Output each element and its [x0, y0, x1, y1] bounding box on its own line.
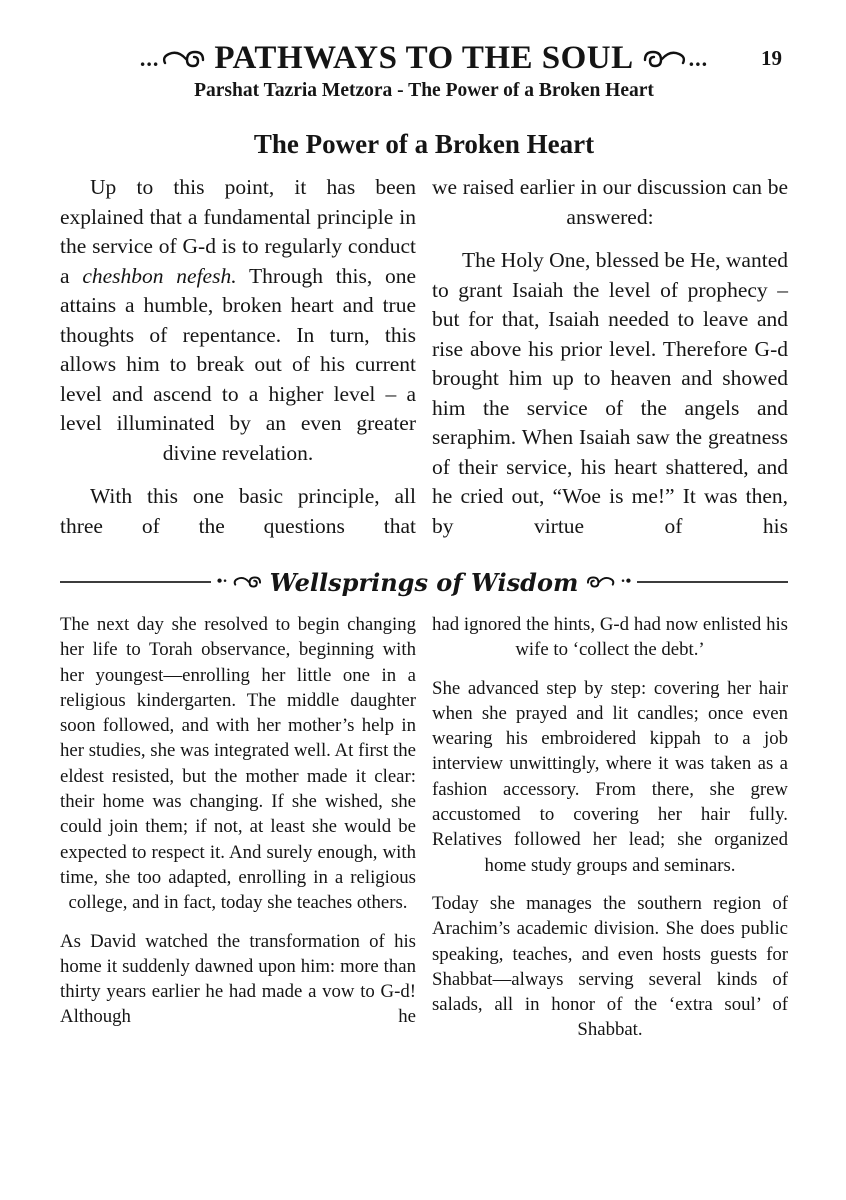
left-flourish-ornament: [139, 45, 207, 71]
paragraph: The next day she resolved to begin changing her life to Torah observance, beginning with her youngest—enrolling her little one in a religious kindergarten. The middle daughter soon followed, and with her mother’s help in her studies, she was integrated well. At first the eldest resisted, but the mother made it clear: their home was changing. If she wished, she could join them; if not, at least she would be expected to respect it. And surely enough, with time, she too adapted, enrolling in a religious college, and in fact, today she teaches others.: [60, 614, 416, 914]
book-title: PATHWAYS TO THE SOUL: [214, 40, 634, 76]
divider-dots-icon: ·•: [620, 573, 632, 590]
wellsprings-right-column: [432, 612, 788, 1056]
article-left-column: [60, 173, 416, 555]
page-header: [60, 40, 788, 102]
paragraph: had ignored the hints, G-d had now enlisted his wife to ‘collect the debt.’: [432, 614, 788, 661]
paragraph: we raised earlier in our discussion can be answered:: [432, 175, 788, 229]
wellsprings-body: [60, 612, 788, 1056]
paragraph-text: Up to this point, it has been explained that a fundamental principle in the service of G-d is to regularly conduct a: [60, 175, 416, 288]
scroll-ornament-icon: [642, 48, 688, 70]
divider-center: [217, 568, 632, 597]
paragraph: [60, 173, 416, 468]
flourish-dots-icon: ...: [139, 45, 160, 71]
book-title-row: [140, 40, 708, 77]
scroll-ornament-icon: [160, 48, 206, 70]
article-body: [60, 173, 788, 555]
italic-phrase: cheshbon nefesh.: [82, 263, 237, 288]
page-number: 19: [761, 46, 782, 70]
flourish-dots-icon: ...: [688, 45, 709, 71]
wellsprings-left-column: [60, 612, 416, 1056]
paragraph-text: Through this, one attains a humble, broken heart and true thoughts of repentance. In turn, this allows him to break out of his current level and ascend to a higher level – a level illuminated by an even greater divine revelation.: [60, 263, 416, 465]
divider-line: [60, 581, 211, 583]
paragraph: As David watched the transformation of his home it suddenly dawned upon him: more than thirty years earlier he had made a vow to G-d! Although he: [60, 930, 416, 1028]
article-right-column: [432, 173, 788, 555]
article-title: The Power of a Broken Heart: [253, 129, 595, 159]
paragraph: With this one basic principle, all three of the questions that: [60, 484, 416, 538]
paragraph: Today she manages the southern region of Arachim’s academic division. She does public speaking, teaches, and even hosts guests for Shabbat—always serving several kinds of salads, all in honor of the ‘extra soul’ of Shabbat.: [432, 892, 788, 1041]
scroll-ornament-icon: [586, 574, 616, 590]
scroll-ornament-icon: [232, 574, 262, 590]
section-divider: [60, 565, 788, 599]
paragraph: She advanced step by step: covering her hair when she prayed and lit candles; once even wearing his embroidered kippah to a job interview unwittingly, where it was taken as a fashion accessory. From there, she grew accustomed to covering her hair fully. Relatives followed her lead; she organized home study groups and seminars.: [432, 677, 788, 876]
paragraph: The Holy One, blessed be He, wanted to grant Isaiah the level of prophecy – but for that, Isaiah needed to leave and rise above his prior level. Therefore G-d brought him up to heaven and showed him the service of the angels and seraphim. When Isaiah saw the greatness of their service, his heart shattered, and he cried out, “Woe is me!” It was then, by virtue of his: [432, 248, 788, 538]
wellsprings-title: Wellsprings of Wisdom: [269, 567, 579, 597]
right-flourish-ornament: [642, 45, 709, 71]
divider-line: [637, 581, 788, 583]
divider-dots-icon: •·: [216, 573, 228, 590]
page-subtitle: Parshat Tazria Metzora - The Power of a Broken Heart: [194, 80, 654, 101]
